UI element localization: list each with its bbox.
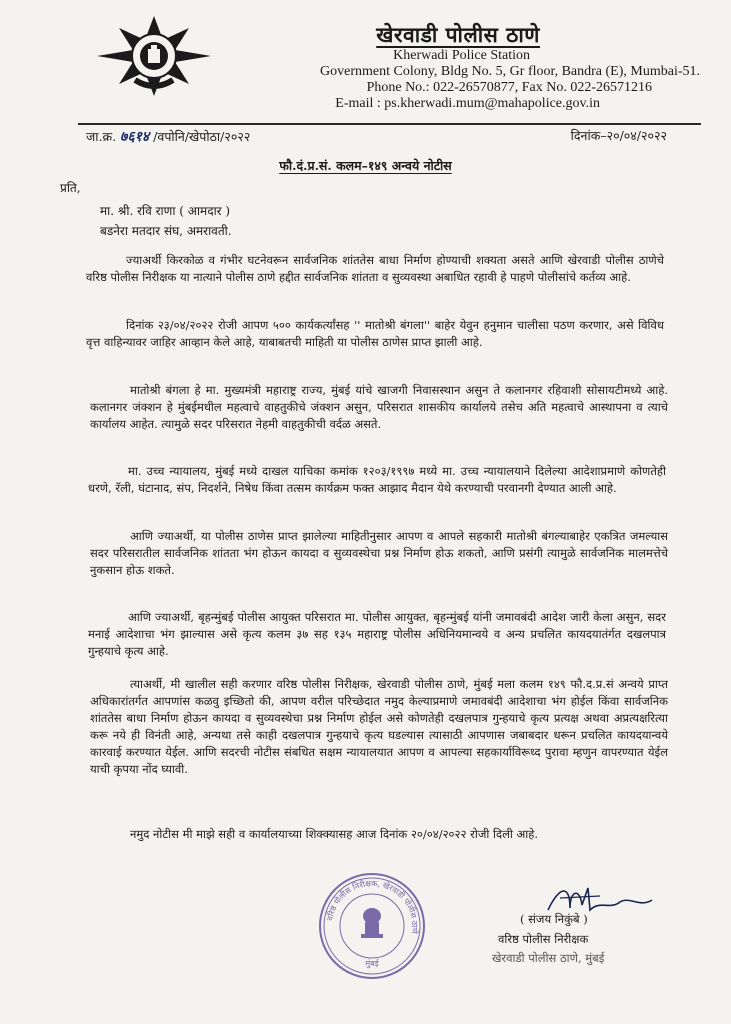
reference-suffix: /वपोनि/खेपोठा/२०२२	[153, 129, 251, 144]
letterhead	[220, 22, 700, 112]
paragraph-8: नमुद नोटीस मी माझे सही व कार्यालयाच्या शिक्क्यासह आज दिनांक २०/०४/२०२२ रोजी दिली आहे.	[130, 827, 539, 841]
station-phone: Phone No.: 022-26570877, Fax No. 022-26571216	[366, 80, 652, 95]
signatory-office: खेरवाडी पोलीस ठाणे, मुंबई	[492, 951, 605, 965]
paragraph-4: मा. उच्च न्यायालय, मुंबई मध्ये दाखल याचिका कमांक १२०३/१९९७ मध्ये मा. उच्च न्यायालयाने दिलेल्या आदेशाप्रमाणे कोणतेही धरणे, रॅली, घंटानाद, संप, निदर्शने, निषेध किंवा तत्सम कार्यक्रम फक्त आझाद मैदान येथे करण्याची परवानगी देण्यात आली आहे.	[88, 464, 666, 495]
recipient-block	[100, 201, 232, 241]
signatory-designation: वरिष्ठ पोलीस निरीक्षक	[498, 932, 589, 946]
mumbai-police-emblem-icon	[95, 14, 213, 98]
notice-date: दिनांक–२०/०४/२०२२	[570, 128, 667, 143]
reference-prefix: जा.क्र.	[86, 129, 117, 144]
ashoka-emblem-icon	[361, 908, 383, 938]
paragraph-2: दिनांक २३/०४/२०२२ रोजी आपण ५०० कार्यकर्त्यांसह '' मातोश्री बंगला'' बाहेर येवुन हनुमान चालीसा पठण करणार, असे विविध वृत्त वाहिन्यावर जाहिर आव्हान केले आहे, याबाबतची माहिती या पोलीस ठाणेस प्राप्त झाली आहे.	[86, 318, 664, 349]
paragraph-7: त्याअर्थी, मी खालील सही करणार वरिष्ठ पोलीस निरीक्षक, खेरवाडी पोलीस ठाणे, मुंबई मला कलम १४९ फौ.द.प्र.सं अन्वये प्राप्त अधिकारांतर्गत आपणांस कळवु इच्छितो की, आपण वरील परिच्छेदात नमुद केल्याप्रमाणे जमावबंदी आदेशाचा भंग होईल किंवा सार्वजनिक शांततेस बाधा निर्माण होऊन कायदा व सुव्यवस्थेचा प्रश्न निर्माण होईल असे कोणतेही दखलपात्र गुन्हयाचे कृत्य प्रत्यक्ष अथवा अप्रत्यक्षरित्या करू नये ही विनंती आहे, अन्यथा तसे काही दखलपात्र गुन्हयाचे कृत्य घडल्यास त्यासाठी आपणास जबाबदार धरून प्रचलित कायदयान्वये कारवाई करण्यात येईल. आणि सदरची नोटीस संबधित सक्षम न्यायालयात आपण व आपल्या सहकार्याविरूध्द पुरावा म्हणुन वापरण्यात येईल याची कृपया नोंद घ्यावी.	[90, 677, 668, 776]
notice-subject: फौ.दं.प्र.सं. कलम–१४९ अन्वये नोटीस	[279, 158, 452, 173]
reference-handwritten-number: ७६१४	[120, 129, 150, 145]
header-divider	[78, 123, 701, 125]
seal-ring-text: वरिष्ठ पोलीस निरीक्षक, खेरवाडी पोलीस ठाणे	[325, 878, 420, 935]
paragraph-5: आणि ज्याअर्थी, या पोलीस ठाणेस प्राप्त झालेल्या माहितीनुसार आपण व आपले सहकारी मातोश्री बंगल्याबाहेर एकत्रित जमल्यास सदर परिसरातील सार्वजनिक शांतता भंग होऊन कायदा व सुव्यवस्थेचा प्रश्न निर्माण होऊ शकतो, आणि प्रसंगी त्यामुळे सार्वजनिक मालमत्तेचे नुकसान होऊ शकते.	[90, 529, 668, 577]
paragraph-6: आणि ज्याअर्थी, बृहन्मुंबई पोलीस आयुक्त परिसरात मा. पोलीस आयुक्त, बृहन्मुंबई यांनी जमावबंदी आदेश जारी केला असुन, सदर मनाई आदेशाचा भंग झाल्यास असे कृत्य कलम ३७ सह १३५ महाराष्ट्र पोलीस अधिनियमान्वये व अन्य प्रचलित कायदयातंर्गत दखलपात्र गुन्हयाचे कृत्य आहे.	[88, 610, 666, 658]
official-seal-stamp	[318, 872, 426, 980]
signatory-name: ( संजय निकुंबे )	[520, 912, 588, 926]
seal-bottom-text: मुंबई	[365, 959, 379, 968]
station-name-en: Kherwadi Police Station	[393, 48, 530, 63]
paragraph-1: ज्याअर्थी किरकोळ व गंभीर घटनेवरून सार्वजनिक शांततेस बाधा निर्माण होण्याची शक्यता असते आणि खेरवाडी पोलीस ठाणेचे वरिष्ठ पोलीस निरीक्षक या नात्याने पोलीस ठाणे हद्दीत सार्वजनिक शांतता व सुव्यवस्था अबाधित रहावी हे पाहणे पोलीसांचे कर्तव्य आहे.	[86, 253, 664, 284]
paragraph-3: मातोश्री बंगला हे मा. मुख्यमंत्री महाराष्ट्र राज्य, मुंबई यांचे खाजगी निवासस्थान असुन ते कलानगर रहिवाशी सोसायटीमध्ये आहे. कलानगर जंक्शन हे मुंबईमधील महत्वाचे वाहतुकीचे जंक्शन असुन, परिसरात शासकीय कार्यालये तसेच अति महत्वाचे आस्थापना व त्याचे कार्यालय आहेत. त्यामुळे सदर परिसरात नेहमी वाहतुकीची वर्दळ असते.	[90, 383, 668, 431]
recipient-constituency: बडनेरा मतदार संघ, अमरावती.	[100, 224, 232, 238]
reference-number	[86, 127, 250, 146]
station-title: खेरवाडी पोलीस ठाणे	[376, 22, 540, 47]
station-address: Government Colony, Bldg No. 5, Gr floor, Bandra (E), Mumbai-51.	[320, 64, 700, 79]
station-email: E-mail : ps.kherwadi.mum@mahapolice.gov.in	[335, 96, 600, 111]
salutation: प्रति,	[60, 181, 81, 195]
recipient-name: मा. श्री. रवि राणा ( आमदार )	[100, 204, 231, 218]
